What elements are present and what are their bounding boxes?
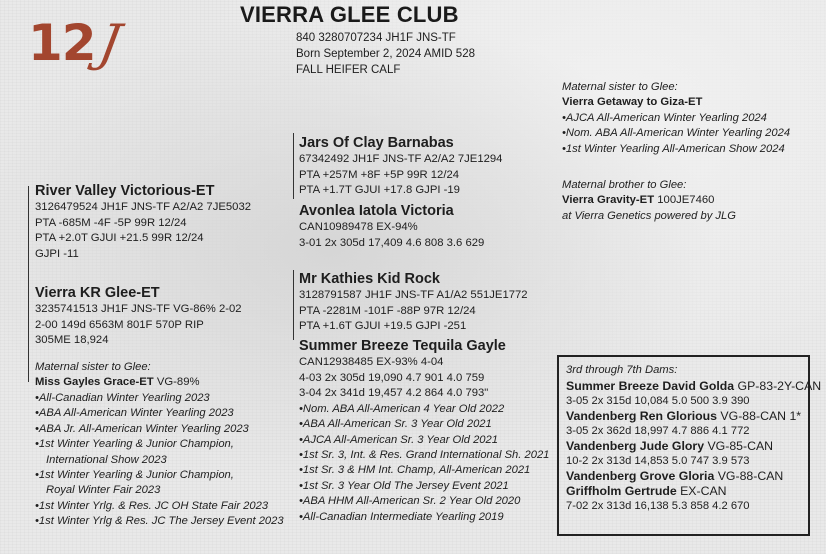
award-item: •1st Winter Yrlg. & Res. JC OH State Fair 2023	[35, 499, 269, 512]
maternal-brother-code: 100JE7460	[654, 194, 715, 207]
award-item: •1st Winter Yrlg & Res. JC The Jersey Event 2023	[35, 515, 284, 528]
award-item: •AJCA All-American Winter Yearling 2024	[562, 112, 767, 124]
award-item: •Nom. ABA All-American 4 Year Old 2022	[299, 402, 505, 415]
dams-box-dam-name: Vandenberg Ren Glorious VG-88-CAN 1*	[566, 409, 802, 424]
maternal-sister-left	[35, 360, 284, 530]
dam-dam-line: 3-04 2x 341d 19,457 4.2 864 4.0 793"	[299, 387, 489, 400]
lot-number	[28, 6, 125, 72]
award-item: •1st Sr. 3, Int. & Res. Grand International Sh. 2021	[299, 449, 550, 461]
award-item: Royal Winter Fair 2023	[46, 484, 161, 497]
award-item: •All-Canadian Winter Yearling 2023	[35, 392, 210, 404]
pedigree-bracket-sire	[293, 133, 294, 199]
maternal-brother-note: at Vierra Genetics powered by JLG	[562, 210, 736, 222]
dams-box-dam-class: VG-88-CAN	[714, 469, 784, 484]
class-line: FALL HEIFER CALF	[296, 64, 401, 76]
award-item: •1st Winter Yearling All-American Show 2024	[562, 142, 785, 155]
dam-dam-line: 4-03 2x 305d 19,090 4.7 901 4.0 759	[299, 371, 485, 384]
dam-sire-line: 3128791587 JH1F JNS-TF A1/A2 551JE1772	[299, 289, 528, 301]
dams-box-dam-class: VG-88-CAN 1*	[717, 409, 802, 424]
dam-block	[35, 284, 242, 349]
maternal-sister-name: Miss Gayles Grace-ET	[35, 376, 154, 389]
dams-box-dam-class: VG-85-CAN	[704, 439, 774, 454]
maternal-sister-label: Maternal sister to Glee:	[562, 81, 678, 93]
dams-box-heading: 3rd through 7th Dams:	[566, 364, 678, 376]
sire-line: GJPI -11	[35, 247, 79, 260]
sire-line: PTA -685M -4F -5P 99R 12/24	[35, 216, 187, 229]
maternal-brother-label: Maternal brother to Glee:	[562, 179, 687, 191]
sire-dam-line: CAN10989478 EX-94%	[299, 221, 418, 233]
dams-box-dam-class: GP-83-2Y-CAN	[734, 379, 822, 394]
sire-dam-line: 3-01 2x 305d 17,409 4.6 808 3.6 629	[299, 236, 485, 249]
sire-name: River Valley Victorious-ET	[35, 183, 215, 199]
dam-dam-name: Summer Breeze Tequila Gayle	[299, 338, 506, 354]
award-item: •ABA All-American Sr. 3 Year Old 2021	[299, 418, 492, 431]
dam-sire-line: PTA -2281M -101F -88P 97R 12/24	[299, 304, 476, 317]
sire-sire-line: PTA +257M +8F +5P 99R 12/24	[299, 168, 460, 181]
award-item: •Nom. ABA All-American Winter Yearling 2024	[562, 127, 791, 140]
maternal-brother	[562, 178, 736, 224]
dams-box-dam-name: Summer Breeze David Golda GP-83-2Y-CAN	[566, 379, 822, 394]
pedigree-bracket-dam	[293, 270, 294, 340]
maternal-sister-class: VG-89%	[153, 376, 200, 389]
birth-line: Born September 2, 2024 AMID 528	[296, 48, 475, 60]
lot-number-letter: J	[94, 14, 125, 72]
dams-box-dam-name: Griffholm Gertrude EX-CAN	[566, 484, 727, 499]
dams-box-dam-class: EX-CAN	[676, 484, 727, 499]
animal-title: VIERRA GLEE CLUB	[240, 2, 459, 27]
pedigree-bracket-left	[28, 186, 29, 382]
dam-sire-block	[299, 270, 528, 335]
award-item: •All-Canadian Intermediate Yearling 2019	[299, 510, 504, 523]
registration-line: 840 3280707234 JH1F JNS-TF	[296, 32, 456, 44]
dams-box	[557, 355, 822, 536]
sire-dam-block	[299, 202, 484, 251]
lot-number-digits: 12	[28, 14, 96, 72]
dam-dam-line: CAN12938485 EX-93% 4-04	[299, 356, 444, 368]
award-item: •ABA HHM All-American Sr. 2 Year Old 2020	[299, 495, 521, 508]
award-item: •AJCA All-American Sr. 3 Year Old 2021	[299, 433, 498, 446]
maternal-sister-name: Vierra Getaway to Giza-ET	[562, 96, 703, 109]
dams-box-dam-record: 3-05 2x 362d 18,997 4.7 886 4.1 772	[566, 425, 750, 438]
sire-line: 3126479524 JH1F JNS-TF A2/A2 7JE5032	[35, 201, 252, 213]
maternal-sister-label: Maternal sister to Glee:	[35, 361, 151, 373]
dams-box-dam-record: 3-05 2x 315d 10,084 5.0 500 3.9 390	[566, 395, 750, 408]
dams-box-dam-record: 10-2 2x 313d 14,853 5.0 747 3.9 573	[566, 455, 750, 468]
dam-sire-name: Mr Kathies Kid Rock	[299, 271, 440, 287]
award-item: International Show 2023	[46, 453, 167, 466]
sire-line: PTA +2.0T GJUI +21.5 99R 12/24	[35, 232, 204, 245]
dam-line: 2-00 149d 6563M 801F 570P RIP	[35, 318, 204, 331]
dam-dam-block	[299, 337, 549, 525]
animal-info	[296, 30, 475, 78]
sire-dam-name: Avonlea Iatola Victoria	[299, 203, 454, 219]
sire-sire-name: Jars Of Clay Barnabas	[299, 135, 454, 151]
dams-box-dam-name: Vandenberg Jude Glory VG-85-CAN	[566, 439, 774, 454]
sire-sire-line: PTA +1.7T GJUI +17.8 GJPI -19	[299, 184, 460, 197]
sire-sire-line: 67342492 JH1F JNS-TF A2/A2 7JE1294	[299, 153, 503, 165]
maternal-brother-name: Vierra Gravity-ET	[562, 194, 655, 207]
dam-name: Vierra KR Glee-ET	[35, 285, 160, 301]
sire-sire-block	[299, 134, 502, 199]
dam-sire-line: PTA +1.6T GJUI +19.5 GJPI -251	[299, 320, 467, 333]
dams-box-dam-name: Vandenberg Grove Gloria VG-88-CAN	[566, 469, 784, 484]
dam-line: 3235741513 JH1F JNS-TF VG-86% 2-02	[35, 303, 242, 315]
award-item: •1st Sr. 3 Year Old The Jersey Event 2021	[299, 479, 509, 492]
award-item: •1st Winter Yearling & Junior Champion,	[35, 438, 234, 451]
dams-box-dam-record: 7-02 2x 313d 16,138 5.3 858 4.2 670	[566, 500, 750, 513]
maternal-sister-right	[562, 80, 790, 157]
sire-block	[35, 182, 251, 262]
award-item: •1st Sr. 3 & HM Int. Champ, All-American 2021	[299, 464, 531, 477]
award-item: •ABA Jr. All-American Winter Yearling 2023	[35, 422, 249, 435]
award-item: •1st Winter Yearling & Junior Champion,	[35, 469, 234, 482]
award-item: •ABA All-American Winter Yearling 2023	[35, 407, 234, 420]
dam-line: 305ME 18,924	[35, 334, 109, 347]
